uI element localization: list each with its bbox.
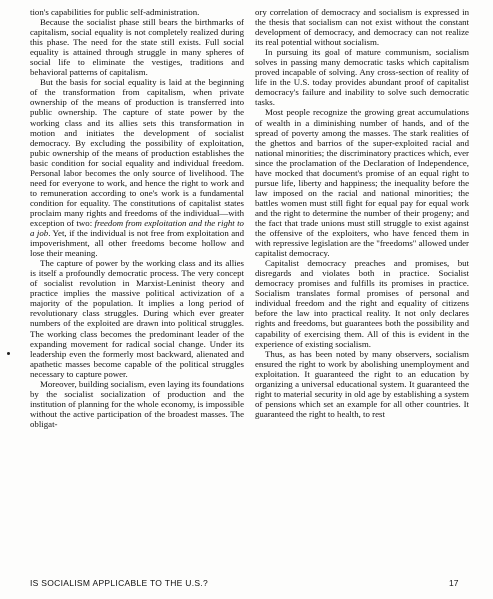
left-column <box>30 7 244 429</box>
paragraph: In pursuing its goal of mature communism, socialism solves in passing many democratic tasks which capitalism proved incapable of solving. Any cross-section of reality of life in the U.S. today provides abundant proof of capitalist democracy's failure and inability to solve such democratic tasks. <box>255 47 469 108</box>
paragraph: Capitalist democracy preaches and promises, but disregards and violates both in practice. Socialist democracy promises and fulfills its promises in practice. Socialism translates formal promises of personal and individual freedom and the right and equality of citizens before the law into practical reality. It not only declares rights and freedoms, but guarantees both the possibility and capability of exercising them. All of this is evident in the experience of existing socialism. <box>255 258 469 349</box>
paragraph: Thus, as has been noted by many observers, socialism ensured the right to work by abolishing unemployment and exploitation. It guaranteed the right to an education by organizing a universal educational system. It guaranteed the right to material security in old age by establishing a system of pensions which set an example for all other countries. It guaranteed the right to health, to rest <box>255 348 469 419</box>
paragraph: tion's capabilities for public self-administration. <box>30 7 200 17</box>
paragraph <box>30 77 244 258</box>
right-column <box>255 7 469 419</box>
italic-phrase: freedom from exploitation and the right to a job <box>30 217 244 239</box>
paragraph-text: But the basis for social equality is laid at the beginning of the transformation from capitalism, when private ownership of the means of production is transferred into public ownership. The capture of state power by the working class and its allies sets this transformation in motion and initiates the development of socialist democracy. By excluding the possibility of exploitation, pubic ownership of the means of production establishes the basic condition for social equality and individual freedom. Personal labor becomes the only source of livelihood. The need for everyone to work, and hence the right to work and to remuneration according to one's work is a fundamental condition for equality. The constitutions of capitalist states proclaim many rights and freedoms of the individual—with exception of two: <box>30 77 244 228</box>
page-number: 17 <box>449 578 459 588</box>
paragraph: Most people recognize the growing great accumulations of wealth in a diminishing number of hands, and of the spread of poverty among the masses. The stark realities of the ghettos and barrios of the super-exploited racial and national minorities; the discriminatory practices which, ever since the proclamation of the Declaration of Independence, have mocked that document's promise of an equal right to pursue life, liberty and happiness; the inequality before the law imposed on the racial and national minorities; the battles women must still fight for equal pay for equal work and the right to determine the number of their progeny; and the fact that trade unions must still struggle to exist against the offensive of the exploiters, who have fenced them in with repressive legislation are the "freedoms" allowed under capitalist democracy. <box>255 107 469 259</box>
paragraph: ory correlation of democracy and socialism is expressed in the thesis that socialism can not exist without the constant development of democracy, and democracy can not realize its real potential without socialism. <box>255 7 469 48</box>
margin-mark <box>7 352 10 355</box>
paragraph: The capture of power by the working class and its allies is itself a profoundly democratic process. The very concept of socialist revolution in Marxist-Leninist theory and practice implies the massive political activization of a majority of the population. It implies a long period of revolutionary class struggles. During which ever greater numbers of the exploited are drawn into political struggles. The working class becomes the predominant leader of the expanding movement for radical social change. Under its leadership even the formerly most backward, alienated and apathetic masses become capable of the political struggles necessary to capture power. <box>30 258 244 379</box>
paragraph: Because the socialist phase still bears the birthmarks of capitalism, social equality is not completely realized during this phase. The need for the state still exists. Full social equality is attained through struggle in many spheres of social life to eliminate the vestiges, traditions and behavioral patterns of capitalism. <box>30 17 244 78</box>
running-title: IS SOCIALISM APPLICABLE TO THE U.S.? <box>30 578 209 588</box>
paragraph-text: . Yet, if the individual is not free from exploitation and impoverishment, all other freedoms become hollow and lose their meaning. <box>30 228 244 259</box>
paragraph: Moreover, building socialism, even laying its foundations by the socialist socialization of production and the institution of planning for the whole economy, is impossible without the active participation of the broadest masses. The obligat- <box>30 378 245 429</box>
